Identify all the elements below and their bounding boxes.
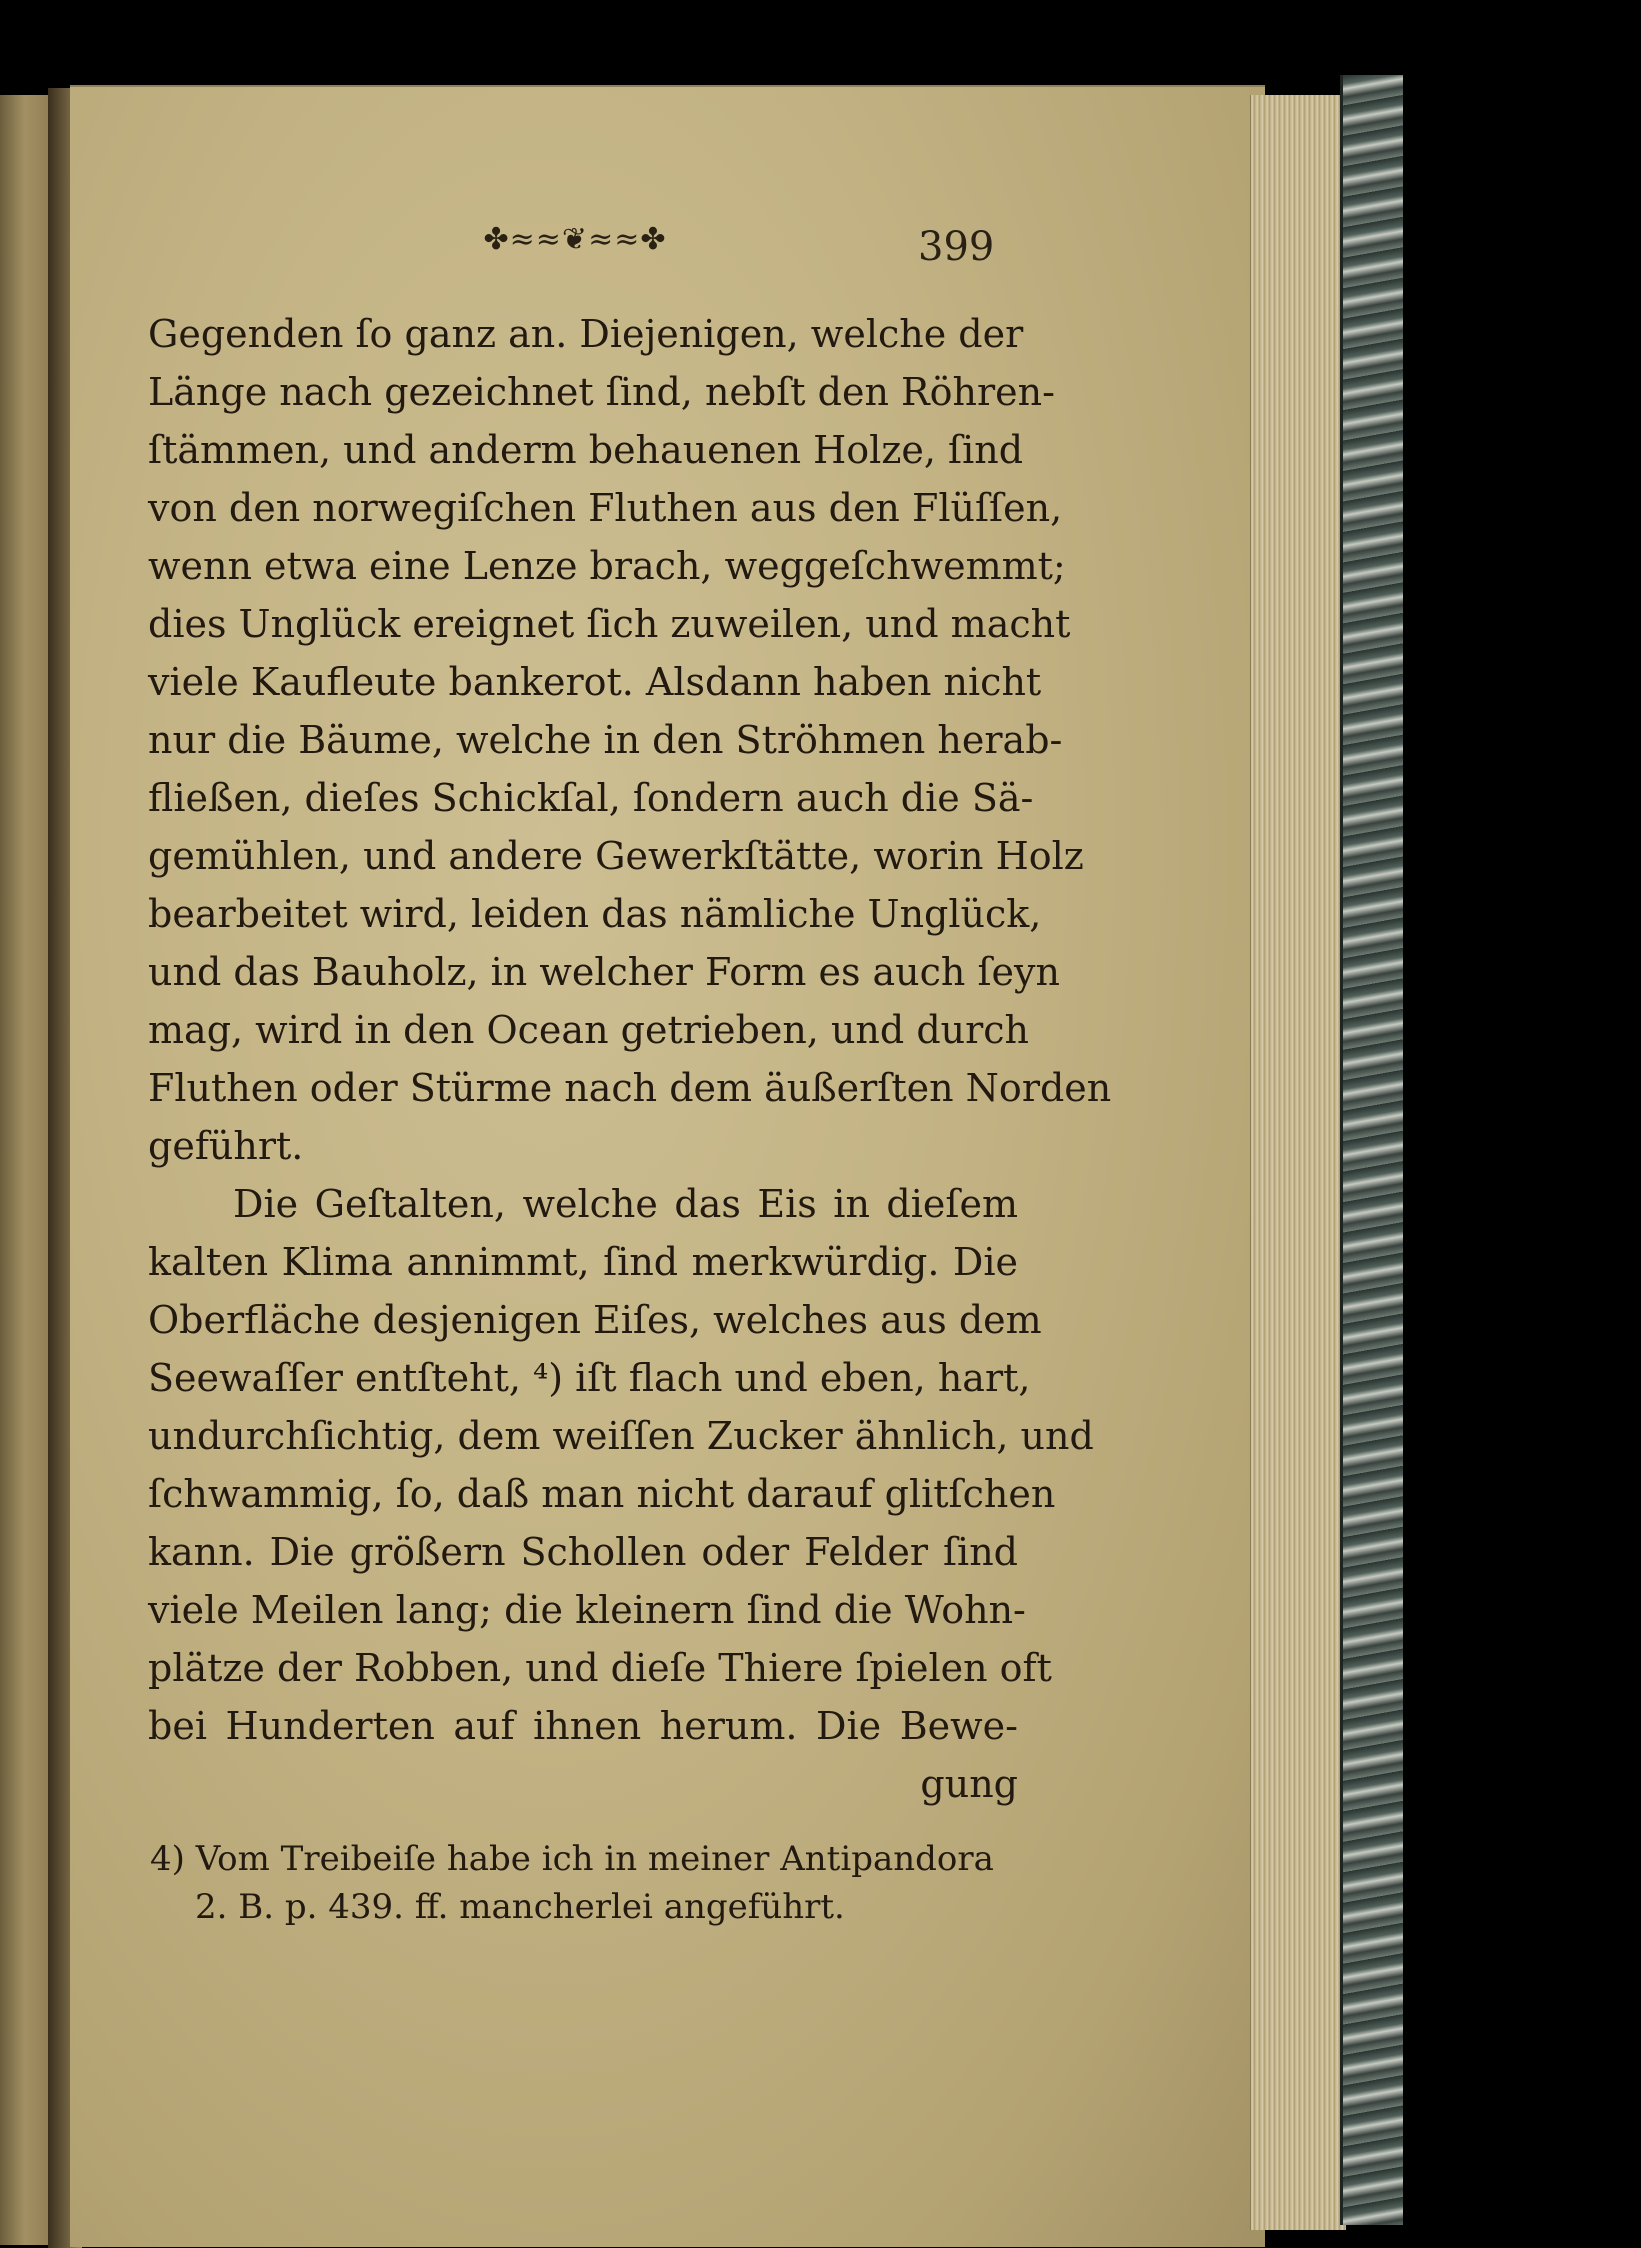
text-line: ſtämmen, und anderm behauenen Holze, ſind xyxy=(148,428,1024,472)
text-line: wenn etwa eine Lenze brach, weggeſchwemmt; xyxy=(148,544,1066,588)
facing-page-edge xyxy=(0,95,55,2245)
text-line: viele Meilen lang; die kleinern ſind die Wohn- xyxy=(148,1588,1026,1632)
footnote xyxy=(150,1835,1010,1931)
text-line: geführt. xyxy=(148,1124,304,1168)
text-line: Seewaſſer entſteht, ⁴) iſt flach und eben, hart, xyxy=(148,1356,1031,1400)
text-line: Länge nach gezeichnet ſind, nebſt den Röhren- xyxy=(148,370,1055,414)
text-line: und das Bauholz, in welcher Form es auch ſeyn xyxy=(148,950,1060,994)
text-line: undurchſichtig, dem weiſſen Zucker ähnlich, und xyxy=(148,1414,1094,1458)
text-line: Oberfläche desjenigen Eiſes, welches aus dem xyxy=(148,1298,1042,1342)
text-line: nur die Bäume, welche in den Ströhmen herab- xyxy=(148,718,1063,762)
header-ornament: ✤≈≈❦≈≈✤ xyxy=(483,222,667,257)
page-number: 399 xyxy=(918,224,995,270)
text-line: plätze der Robben, und dieſe Thiere ſpielen oft xyxy=(148,1646,1052,1690)
text-line: bearbeitet wird, leiden das nämliche Unglück, xyxy=(148,892,1042,936)
text-line: Gegenden ſo ganz an. Diejenigen, welche der xyxy=(148,312,1024,356)
footnote-line: 2. B. p. 439. ff. mancherlei angeführt. xyxy=(195,1887,845,1927)
page-block-edges xyxy=(1250,95,1346,2230)
text-line: kalten Klima annimmt, ſind merkwürdig. Die xyxy=(148,1240,1018,1284)
text-line: Die Geſtalten, welche das Eis in dieſem xyxy=(233,1182,1018,1226)
body-text xyxy=(148,305,1112,1813)
text-line: Fluthen oder Stürme nach dem äußerſten Norden xyxy=(148,1066,1112,1110)
text-line: kann. Die größern Schollen oder Felder ſind xyxy=(148,1530,1018,1574)
text-line: mag, wird in den Ocean getrieben, und durch xyxy=(148,1008,1030,1052)
text-line: bei Hunderten auf ihnen herum. Die Bewe- xyxy=(148,1704,1018,1748)
catchword: gung xyxy=(920,1762,1018,1806)
text-line: dies Unglück ereignet ſich zuweilen, und macht xyxy=(148,602,1071,646)
text-line: von den norwegiſchen Fluthen aus den Flüſſen, xyxy=(148,486,1063,530)
text-line: fließen, dieſes Schickſal, ſondern auch die Sä- xyxy=(148,776,1034,820)
footnote-line: 4) Vom Treibeiſe habe ich in meiner Antipandora xyxy=(150,1839,994,1879)
text-line: gemühlen, und andere Gewerkſtätte, worin Holz xyxy=(148,834,1084,878)
text-line: viele Kaufleute bankerot. Alsdann haben nicht xyxy=(148,660,1042,704)
text-line: ſchwammig, ſo, daß man nicht darauf glitſchen xyxy=(148,1472,1056,1516)
marbled-cover xyxy=(1340,75,1403,2225)
